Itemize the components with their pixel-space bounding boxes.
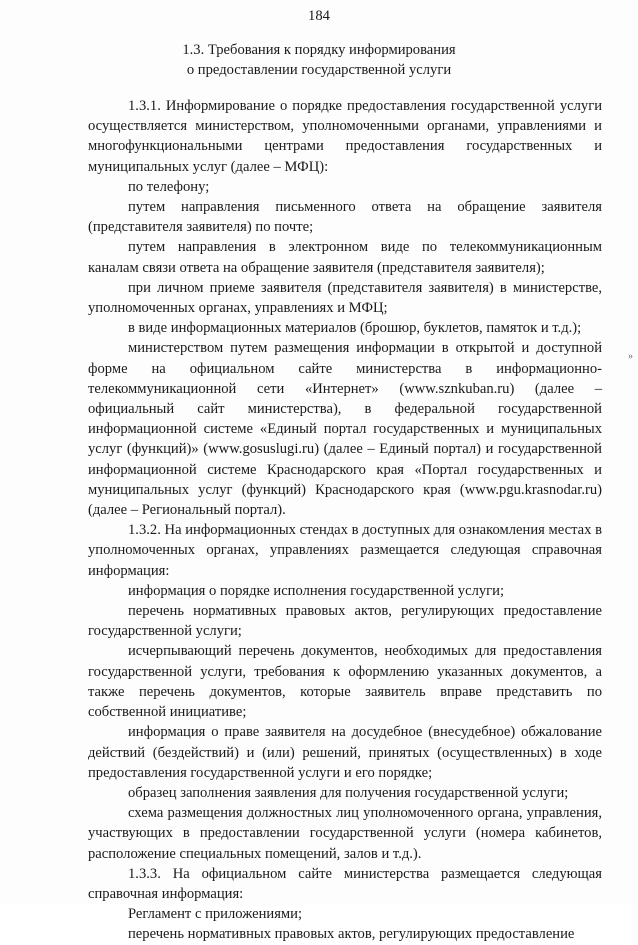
paragraph: путем направления в электронном виде по телекоммуникационным каналам связи ответа на обращение заявителя (представителя заявителя); [88,239,602,276]
paragraph: информация о порядке исполнения государственной услуги; [128,582,504,599]
document-body [88,96,602,945]
paragraph: Регламент с приложениями; [128,906,303,923]
paragraph: 1.3.3. На официальном сайте министерства размещается следующая справочная информация: [88,865,602,902]
paragraph: 1.3.2. На информационных стендах в доступных для ознакомления местах в уполномоченных органах, управлениях размещается следующая справочная информация: [88,522,602,579]
paragraph: путем направления письменного ответа на обращение заявителя (представителя заявителя) по почте; [88,199,602,236]
page-number: 184 [308,8,330,24]
section-heading [60,40,578,80]
section-heading-line-2: о предоставлении государственной услуги [186,62,452,78]
paragraph: министерством путем размещения информации в открытой и доступной форме на официальном сайте министерства в информационно-телекоммуникационной сети «Интернет» (www.sznkuban.ru) (далее – официальный сайт министерства), в федеральной государственной информационной системе «Единый портал государственных и муниципальных услуг (функций)» (www.gosuslugi.ru) (далее – Единый портал) и государственной информационной системе Краснодарского края «Портал государственных и муниципальных услуг (функций) Краснодарского края (www.pgu.krasnodar.ru) (далее – Региональный портал). [88,340,602,519]
paragraph: образец заполнения заявления для получения государственной услуги; [128,784,569,801]
paragraph: 1.3.1. Информирование о порядке предоставления государственной услуги осуществляется министерством, уполномоченными органами, управлениями и многофункциональными центрами предоставления государственных и муниципальных услуг (далее – МФЦ): [88,98,602,175]
paragraph: информация о праве заявителя на досудебное (внесудебное) обжалование действий (бездействий) и (или) решений, принятых (осуществленных) в ходе предоставления государственной услуги и его порядке; [88,724,602,781]
paragraph: перечень нормативных правовых актов, регулирующих предоставление [128,926,575,943]
paragraph: при личном приеме заявителя (представителя заявителя) в министерстве, уполномоченных органах, управлениях и МФЦ; [88,279,602,317]
paragraph: исчерпывающий перечень документов, необходимых для предоставления государственной услуги, требования к оформлению указанных документов, а также перечень документов, которые заявитель вправе представить по собственной инициативе; [88,643,602,721]
paragraph: в виде информационных материалов (брошюр, буклетов, памяток и т.д.); [128,320,582,337]
paragraph: по телефону; [128,178,210,195]
margin-mark: » [628,351,633,362]
paragraph: схема размещения должностных лиц уполномоченного органа, управления, участвующих в предоставлении государственной услуги (номера кабинетов, расположение специальных помещений, залов и т.д.). [88,805,602,862]
section-heading-line-1: 1.3. Требования к порядку информирования [182,42,456,58]
paragraph: перечень нормативных правовых актов, регулирующих предоставление государственной услуги; [88,603,602,640]
